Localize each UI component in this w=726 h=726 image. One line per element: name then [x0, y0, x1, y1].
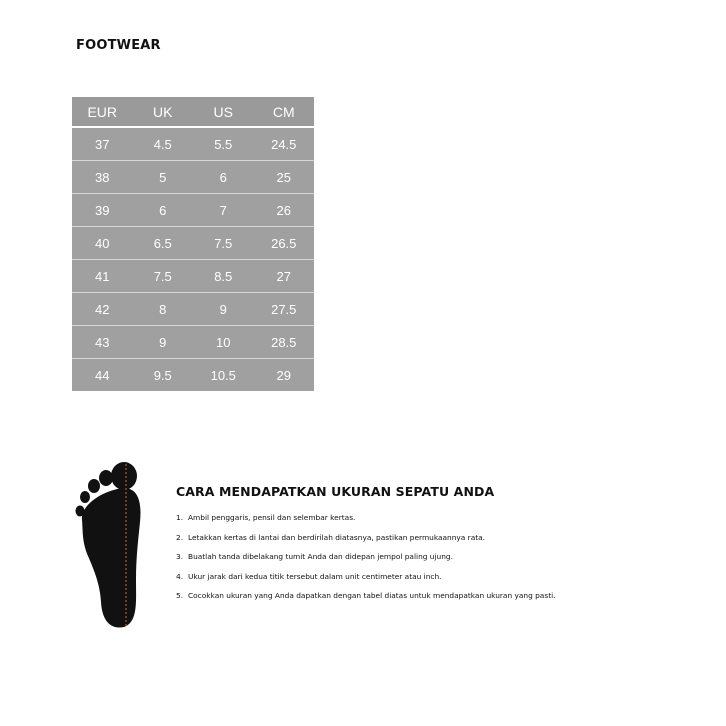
cell-eur: 40 [72, 227, 133, 260]
header-cm: CM [254, 97, 315, 127]
cell-cm: 27.5 [254, 293, 315, 326]
instructions-title: CARA MENDAPATKAN UKURAN SEPATU ANDA [176, 484, 495, 499]
cell-eur: 38 [72, 161, 133, 194]
cell-cm: 28.5 [254, 326, 315, 359]
cell-eur: 44 [72, 359, 133, 392]
cell-cm: 24.5 [254, 127, 315, 161]
step-number: 1. [176, 513, 184, 522]
cell-uk: 4.5 [133, 127, 194, 161]
instruction-step [176, 512, 696, 532]
cell-eur: 42 [72, 293, 133, 326]
cell-us: 10.5 [193, 359, 254, 392]
step-text: Cocokkan ukuran yang Anda dapatkan dengan tabel diatas untuk mendapatkan ukuran yang pasti. [188, 591, 556, 600]
cell-eur: 39 [72, 194, 133, 227]
cell-us: 7 [193, 194, 254, 227]
cell-us: 8.5 [193, 260, 254, 293]
cell-eur: 41 [72, 260, 133, 293]
step-text: Ukur jarak dari kedua titik tersebut dalam unit centimeter atau inch. [188, 571, 442, 581]
table-row [72, 293, 314, 326]
instruction-step [176, 532, 696, 552]
instructions-list [176, 512, 696, 610]
header-uk: UK [133, 97, 194, 127]
step-text: Ambil penggaris, pensil dan selembar kertas. [188, 513, 356, 522]
cell-uk: 9.5 [133, 359, 194, 392]
table-row [72, 194, 314, 227]
cell-cm: 27 [254, 260, 315, 293]
cell-us: 7.5 [193, 227, 254, 260]
table-row [72, 260, 314, 293]
table-row [72, 161, 314, 194]
measurement-instructions [176, 484, 696, 610]
step-text: Buatlah tanda dibelakang tumit Anda dan didepan jempol paling ujung. [188, 552, 453, 561]
foot-measure-icon [74, 462, 146, 628]
cell-uk: 6 [133, 194, 194, 227]
cell-uk: 5 [133, 161, 194, 194]
cell-us: 9 [193, 293, 254, 326]
header-eur: EUR [72, 97, 133, 127]
header-us: US [193, 97, 254, 127]
table-row [72, 359, 314, 392]
instruction-step [176, 551, 696, 571]
page-title: FOOTWEAR [76, 38, 161, 53]
cell-cm: 25 [254, 161, 315, 194]
cell-cm: 29 [254, 359, 315, 392]
table-row [72, 227, 314, 260]
cell-eur: 37 [72, 127, 133, 161]
step-number: 3. [176, 552, 184, 561]
cell-cm: 26 [254, 194, 315, 227]
instruction-step [176, 571, 696, 591]
size-table-body [72, 127, 314, 391]
cell-eur: 43 [72, 326, 133, 359]
step-number: 5. [176, 591, 184, 600]
cell-uk: 9 [133, 326, 194, 359]
instruction-step [176, 590, 696, 610]
cell-us: 5.5 [193, 127, 254, 161]
cell-us: 6 [193, 161, 254, 194]
table-header-row [72, 97, 314, 127]
cell-uk: 7.5 [133, 260, 194, 293]
cell-cm: 26.5 [254, 227, 315, 260]
cell-uk: 8 [133, 293, 194, 326]
cell-us: 10 [193, 326, 254, 359]
cell-uk: 6.5 [133, 227, 194, 260]
table-row [72, 326, 314, 359]
step-number: 4. [176, 571, 184, 581]
size-chart-table [72, 97, 314, 391]
table-row [72, 127, 314, 161]
step-number: 2. [176, 532, 184, 542]
step-text: Letakkan kertas di lantai dan berdirilah diatasnya, pastikan permukaannya rata. [188, 532, 485, 542]
